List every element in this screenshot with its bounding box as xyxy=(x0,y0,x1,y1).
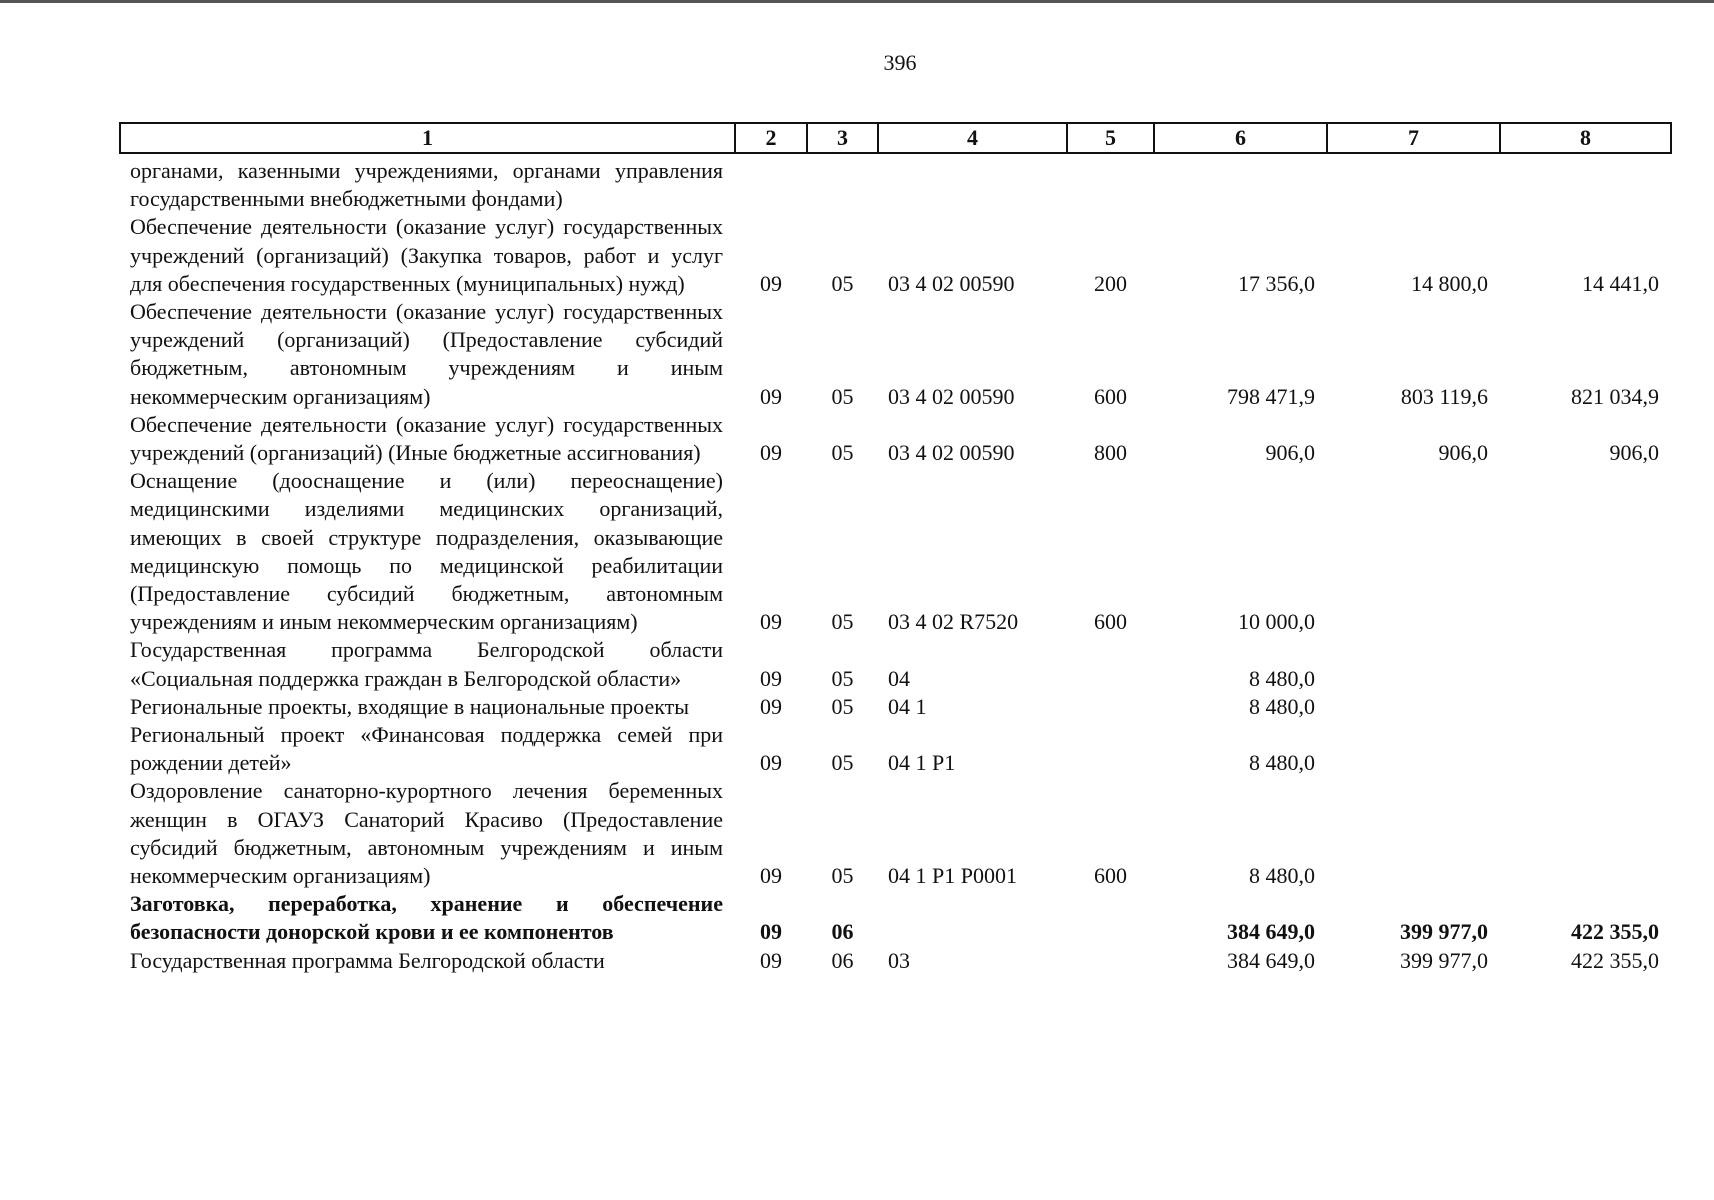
budget-table-container xyxy=(119,122,1670,1192)
row-amount-col6: 8 480,0 xyxy=(1249,665,1315,691)
row-amount-col8: 821 034,9 xyxy=(1571,383,1659,409)
row-section: 09 xyxy=(760,665,782,691)
row-target-article: 03 xyxy=(888,947,910,973)
row-section: 09 xyxy=(760,693,782,719)
row-amount-col6 xyxy=(1154,153,1327,213)
row-amount-col6: 10 000,0 xyxy=(1238,609,1315,635)
row-amount-col7 xyxy=(1327,721,1500,777)
row-description: Региональный проект «Финансовая поддержка семей при рождении детей» xyxy=(130,722,723,776)
row-subsection: 06 xyxy=(831,919,854,945)
row-subsection: 05 xyxy=(831,693,854,719)
row-subsection: 05 xyxy=(831,609,854,635)
row-description: Региональные проекты, входящие в национальные проекты xyxy=(130,693,690,719)
column-header-6: 6 xyxy=(1154,123,1327,153)
row-expense-type: 600 xyxy=(1094,609,1127,635)
row-amount-col7: 906,0 xyxy=(1438,440,1488,466)
table-row xyxy=(120,411,1671,467)
row-section: 09 xyxy=(760,947,782,973)
row-target-article: 03 4 02 00590 xyxy=(888,383,1015,409)
row-amount-col7: 803 119,6 xyxy=(1400,383,1488,409)
column-header-5: 5 xyxy=(1067,123,1154,153)
table-row xyxy=(120,693,1671,721)
row-target-article xyxy=(878,890,1067,946)
top-rule xyxy=(0,0,1714,3)
row-subsection: 05 xyxy=(831,665,854,691)
row-subsection: 05 xyxy=(831,383,854,409)
row-amount-col7 xyxy=(1327,153,1500,213)
table-row xyxy=(120,947,1671,975)
row-amount-col6: 8 480,0 xyxy=(1249,863,1315,889)
row-amount-col8: 422 355,0 xyxy=(1571,919,1659,945)
row-subsection: 06 xyxy=(831,947,854,973)
row-section: 09 xyxy=(760,863,782,889)
row-subsection: 05 xyxy=(831,750,854,776)
row-amount-col6: 384 649,0 xyxy=(1227,947,1315,973)
row-expense-type: 600 xyxy=(1094,863,1127,889)
row-target-article: 04 xyxy=(888,665,910,691)
table-row xyxy=(120,467,1671,636)
row-amount-col7 xyxy=(1327,467,1500,636)
row-expense-type: 800 xyxy=(1094,440,1127,466)
row-amount-col6: 798 471,9 xyxy=(1227,383,1315,409)
row-amount-col6: 906,0 xyxy=(1265,440,1315,466)
table-row xyxy=(120,153,1671,213)
row-amount-col7 xyxy=(1327,693,1500,721)
row-section: 09 xyxy=(760,383,782,409)
row-description: Заготовка, переработка, хранение и обеспечение безопасности донорской крови и ее компонентов xyxy=(130,891,723,945)
row-target-article: 04 1 P1 xyxy=(888,750,956,776)
row-subsection: 05 xyxy=(831,270,854,296)
row-target-article: 04 1 xyxy=(888,693,927,719)
table-row xyxy=(120,777,1671,890)
row-expense-type xyxy=(1067,947,1154,975)
row-amount-col6: 8 480,0 xyxy=(1249,693,1315,719)
budget-table xyxy=(119,122,1672,975)
row-amount-col8 xyxy=(1500,467,1671,636)
row-amount-col8: 422 355,0 xyxy=(1571,947,1659,973)
row-amount-col6: 384 649,0 xyxy=(1227,919,1315,945)
row-section: 09 xyxy=(760,750,782,776)
row-section: 09 xyxy=(760,270,782,296)
row-amount-col8 xyxy=(1500,636,1671,692)
row-amount-col7: 399 977,0 xyxy=(1400,947,1488,973)
row-description: Обеспечение деятельности (оказание услуг) государственных учреждений (организаций) (Закупка товаров, работ и услуг для обеспечения государственных (муниципальных) нужд) xyxy=(130,214,723,296)
row-target-article xyxy=(878,153,1067,213)
row-expense-type xyxy=(1067,721,1154,777)
row-target-article: 03 4 02 00590 xyxy=(888,270,1015,296)
table-row xyxy=(120,298,1671,411)
column-header-1: 1 xyxy=(120,123,735,153)
row-expense-type xyxy=(1067,153,1154,213)
row-description: Оснащение (дооснащение и (или) переоснащение) медицинскими изделиями медицинских организаций, имеющих в своей структуре подразделения, оказывающие медицинскую помощь по медицинской реабилитации (Предоставление субсидий бюджетным, автономным учреждениям и иным некоммерческим организациям) xyxy=(130,468,723,635)
column-header-2: 2 xyxy=(735,123,807,153)
row-description: органами, казенными учреждениями, органами управления государственными внебюджетными фондами) xyxy=(130,158,723,212)
table-row xyxy=(120,721,1671,777)
column-header-4: 4 xyxy=(878,123,1067,153)
row-amount-col8 xyxy=(1500,693,1671,721)
row-expense-type xyxy=(1067,890,1154,946)
row-description: Обеспечение деятельности (оказание услуг) государственных учреждений (организаций) (Предоставление субсидий бюджетным, автономным учреждениям и иным некоммерческим организациям) xyxy=(130,299,723,409)
row-description: Государственная программа Белгородской области «Социальная поддержка граждан в Белгородской области» xyxy=(130,637,723,691)
row-expense-type: 200 xyxy=(1094,270,1127,296)
row-expense-type xyxy=(1067,636,1154,692)
table-body xyxy=(120,153,1671,975)
column-header-8: 8 xyxy=(1500,123,1671,153)
column-header-3: 3 xyxy=(807,123,878,153)
row-target-article: 03 4 02 R7520 xyxy=(888,609,1019,635)
row-amount-col8: 906,0 xyxy=(1609,440,1659,466)
column-header-7: 7 xyxy=(1327,123,1500,153)
row-amount-col8 xyxy=(1500,721,1671,777)
page-number: 396 xyxy=(883,50,917,75)
row-amount-col7 xyxy=(1327,636,1500,692)
row-section: 09 xyxy=(760,440,782,466)
row-amount-col8 xyxy=(1500,153,1671,213)
row-section: 09 xyxy=(760,919,782,945)
row-section: 09 xyxy=(760,609,782,635)
row-expense-type xyxy=(1067,693,1154,721)
row-target-article: 04 1 P1 P0001 xyxy=(888,863,1017,889)
row-description: Государственная программа Белгородской области xyxy=(130,947,605,973)
row-amount-col8 xyxy=(1500,777,1671,890)
row-amount-col6: 8 480,0 xyxy=(1249,750,1315,776)
row-subsection: 05 xyxy=(831,863,854,889)
row-description: Оздоровление санаторно-курортного лечения беременных женщин в ОГАУЗ Санаторий Красиво (Предоставление субсидий бюджетным, автономным учреждениям и иным некоммерческим организациям) xyxy=(130,778,723,889)
row-amount-col6: 17 356,0 xyxy=(1238,270,1315,296)
table-row xyxy=(120,890,1671,946)
row-description: Обеспечение деятельности (оказание услуг) государственных учреждений (организаций) (Иные бюджетные ассигнования) xyxy=(130,411,723,466)
header-row xyxy=(120,123,1671,153)
table-row xyxy=(120,213,1671,298)
row-expense-type: 600 xyxy=(1094,383,1127,409)
row-amount-col7 xyxy=(1327,777,1500,890)
row-section xyxy=(735,153,807,213)
table-row xyxy=(120,636,1671,692)
row-subsection: 05 xyxy=(831,440,854,466)
row-target-article: 03 4 02 00590 xyxy=(888,440,1015,466)
row-amount-col7: 14 800,0 xyxy=(1411,270,1488,296)
row-subsection xyxy=(807,153,878,213)
row-amount-col8: 14 441,0 xyxy=(1582,270,1659,296)
row-amount-col7: 399 977,0 xyxy=(1400,919,1488,945)
